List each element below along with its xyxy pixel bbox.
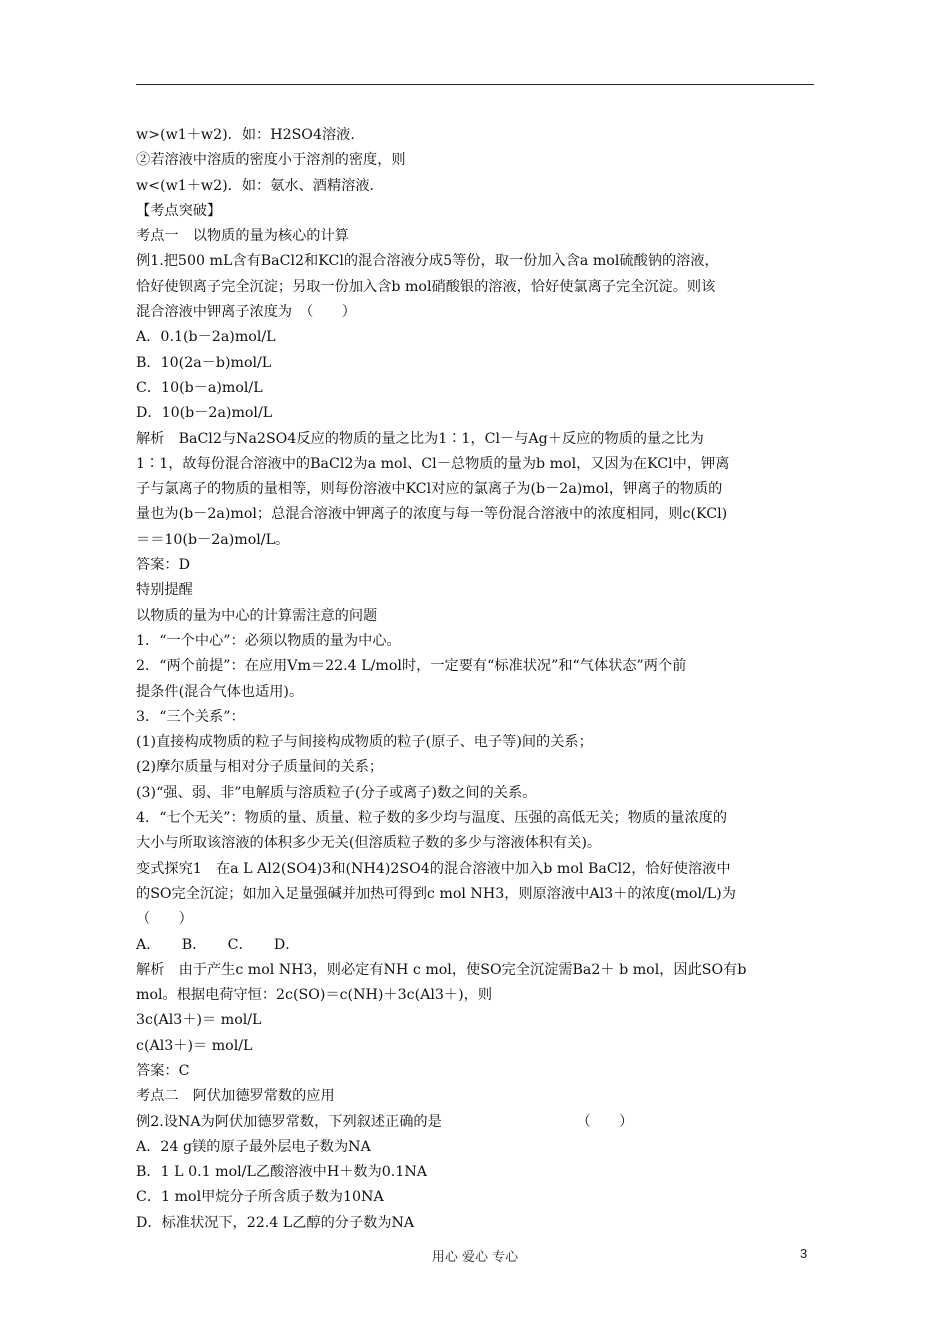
text-line: 3c(Al3＋)＝ mol/L: [136, 1012, 262, 1029]
text-line: 的SO完全沉淀；如加入足量强碱并加热可得到c mol NH3，则原溶液中Al3＋的浓度(mol/L)为: [136, 885, 736, 902]
text-line: 3．“三个关系”：: [136, 708, 245, 725]
text-line: (2)摩尔质量与相对分子质量间的关系；: [136, 759, 384, 776]
text-line: 变式探究1 在a L Al2(SO4)3和(NH4)2SO4的混合溶液中加入b mol BaCl2，恰好使溶液中: [136, 860, 731, 877]
text-line: 考点一 以物质的量为核心的计算: [136, 228, 349, 245]
text-line: 答案：C: [136, 1062, 190, 1079]
text-line: 1∶1，故每份混合溶液中的BaCl2为a mol、Cl－总物质的量为b mol，又因为在KCl中，钾离: [136, 455, 730, 472]
text-line: B．1 L 0.1 mol/L乙酸溶液中H＋数为0.1NA: [136, 1164, 427, 1181]
text-line: (3)“强、弱、非”电解质与溶质粒子(分子或离子)数之间的关系。: [136, 784, 537, 801]
text-line: 特别提醒: [136, 582, 193, 599]
page-body: [136, 123, 816, 1236]
text-line: A．0.1(b－2a)mol/L: [136, 329, 276, 346]
text-line: w<(w1＋w2)．如：氨水、酒精溶液．: [136, 177, 384, 194]
text-line: 大小与所取该溶液的体积多少无关(但溶质粒子数的多少与溶液体积有关)。: [136, 835, 602, 852]
text-line: C．1 mol甲烷分子所含质子数为10NA: [136, 1189, 384, 1206]
text-line: 考点二 阿伏加德罗常数的应用: [136, 1088, 335, 1105]
text-line: 解析 BaCl2与Na2SO4反应的物质的量之比为1∶1，Cl－与Ag＋反应的物质的量之比为: [136, 430, 704, 447]
footer-slogan: 用心 爱心 专心: [431, 1250, 519, 1265]
text-line: D．标准状况下，22.4 L乙醇的分子数为NA: [136, 1214, 415, 1231]
text-line: 例1.把500 mL含有BaCl2和KCl的混合溶液分成5等份，取一份加入含a mol硫酸钠的溶液，: [136, 253, 719, 270]
text-line: A．24 g镁的原子最外层电子数为NA: [136, 1138, 371, 1155]
text-line: 混合溶液中钾离子浓度为 （ ）: [136, 304, 356, 321]
text-line: （ ）: [136, 911, 193, 928]
text-line: A． B． C． D．: [136, 936, 300, 953]
text-line: 提条件(混合气体也适用)。: [136, 683, 304, 700]
text-line: D．10(b－2a)mol/L: [136, 405, 273, 422]
text-line: 例2.设NA为阿伏加德罗常数，下列叙述正确的是 （ ）: [136, 1113, 634, 1130]
text-line: 1．“一个中心”：必须以物质的量为中心。: [136, 632, 401, 649]
page-number: 3: [800, 1246, 808, 1261]
text-line: 4．“七个无关”：物质的量、质量、粒子数的多少均与温度、压强的高低无关；物质的量浓度的: [136, 810, 728, 827]
text-line: B．10(2a－b)mol/L: [136, 354, 272, 371]
text-line: mol。根据电荷守恒：2c(SO)＝c(NH)＋3c(Al3＋)，则: [136, 987, 493, 1004]
text-line: 恰好使钡离子完全沉淀；另取一份加入含b mol硝酸银的溶液，恰好使氯离子完全沉淀。则该: [136, 278, 716, 295]
text-line: 解析 由于产生c mol NH3，则必定有NH c mol，使SO完全沉淀需Ba2＋ b mol，因此SO有b: [136, 961, 747, 978]
text-line: C．10(b－a)mol/L: [136, 379, 263, 396]
header-rule: [136, 84, 814, 85]
text-line: 2．“两个前提”：在应用Vm＝22.4 L/mol时，一定要有“标准状况”和“气体状态”两个前: [136, 658, 687, 675]
text-line: 以物质的量为中心的计算需注意的问题: [136, 607, 378, 624]
text-line: 答案：D: [136, 557, 190, 574]
text-line: c(Al3＋)＝ mol/L: [136, 1037, 253, 1054]
text-line: 子与氯离子的物质的量相等，则每份溶液中KCl对应的氯离子为(b－2a)mol，钾离子的物质的: [136, 481, 723, 498]
text-line: 量也为(b－2a)mol；总混合溶液中钾离子的浓度与每一等份混合溶液中的浓度相同，则c(KCl): [136, 506, 728, 523]
text-line: w>(w1＋w2)．如：H2SO4溶液．: [136, 127, 365, 143]
text-line: ②若溶液中溶质的密度小于溶剂的密度，则: [136, 152, 406, 169]
text-line: (1)直接构成物质的粒子与间接构成物质的粒子(原子、电子等)间的关系；: [136, 734, 593, 751]
text-line: 【考点突破】: [136, 202, 222, 219]
text-line: ＝＝10(b－2a)mol/L。: [136, 531, 290, 548]
